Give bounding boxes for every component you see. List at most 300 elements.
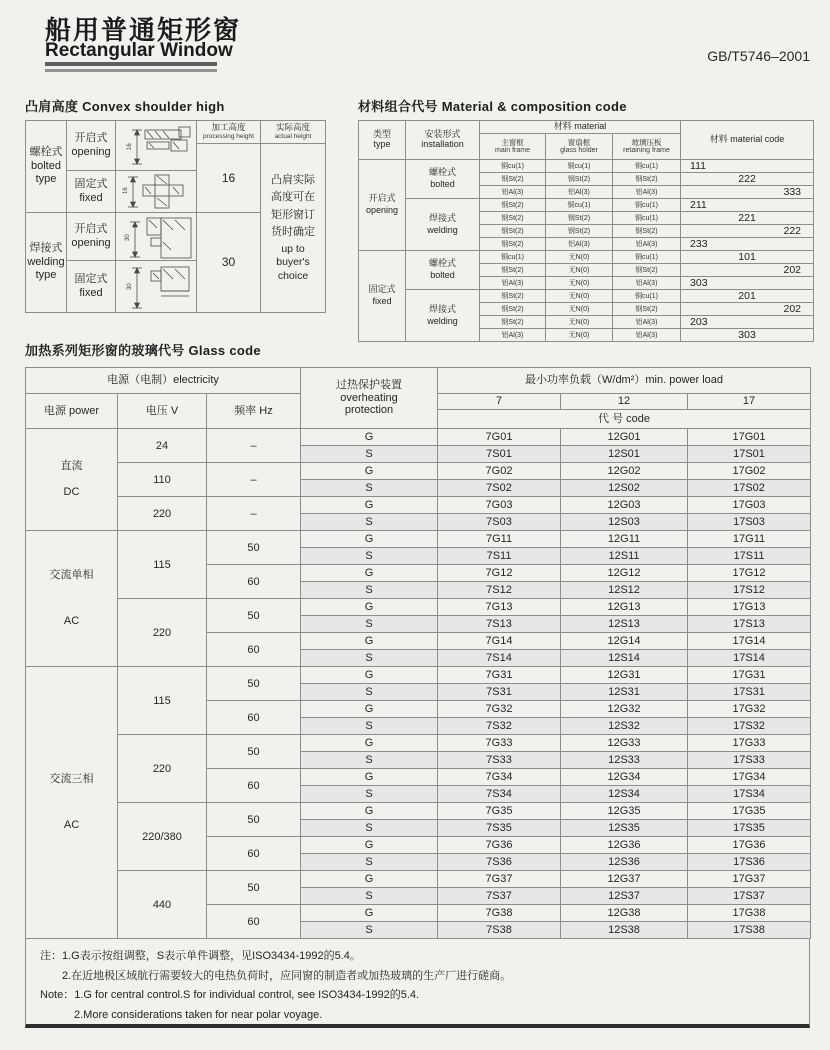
frequency-cell: 60 xyxy=(207,633,301,667)
header-cn: 加工高度 xyxy=(211,122,246,133)
glass-code-cell: 17S31 xyxy=(688,684,811,701)
protection-type-cell: S xyxy=(301,650,438,667)
glass-code-cell: 17S03 xyxy=(688,514,811,531)
processing-height-value: 16 xyxy=(197,144,261,213)
material-cell: 铜cu(1) xyxy=(480,160,546,173)
material-cell: 无N(0) xyxy=(546,290,613,303)
protection-type-cell: S xyxy=(301,582,438,599)
material-cell: 铝Al(3) xyxy=(613,186,681,199)
glass-code-cell: 12G14 xyxy=(561,633,688,650)
frequency-cell: 50 xyxy=(207,531,301,565)
open-mode-cell xyxy=(67,213,116,261)
glass-code-cell: 17S11 xyxy=(688,548,811,565)
header-cn: 实际高度 xyxy=(275,122,310,133)
glass-code-cell: 7G36 xyxy=(438,837,561,854)
type-label-suffix: type xyxy=(35,173,57,186)
glass-code-cell: 7S01 xyxy=(438,446,561,463)
type-header xyxy=(359,121,406,160)
protection-type-cell: S xyxy=(301,514,438,531)
header-en: actual height xyxy=(274,133,312,141)
protection-type-cell: S xyxy=(301,548,438,565)
diagram-cell xyxy=(116,213,197,261)
glass-code-cell: 7S14 xyxy=(438,650,561,667)
material-cell: 铜cu(1) xyxy=(613,290,681,303)
cross-section-diagram xyxy=(117,214,195,260)
frequency-cell: 50 xyxy=(207,667,301,701)
code-header: 代 号 code xyxy=(438,410,811,429)
frequency-cell: 60 xyxy=(207,701,301,735)
glass-code-cell: 17S38 xyxy=(688,922,811,939)
cross-section-diagram xyxy=(117,172,195,212)
installation-cell: 焊接式 welding xyxy=(406,199,480,251)
glass-code-cell: 12S11 xyxy=(561,548,688,565)
glass-code-cell: 7G31 xyxy=(438,667,561,684)
frequency-cell: 50 xyxy=(207,871,301,905)
glass-code-cell: 7S32 xyxy=(438,718,561,735)
power-header: 电源 power xyxy=(26,394,118,429)
glass-code-cell: 12G35 xyxy=(561,803,688,820)
material-cell: 钢St(2) xyxy=(480,225,546,238)
glass-code-cell: 12S32 xyxy=(561,718,688,735)
header-cn: 过热保护装置 xyxy=(336,379,403,392)
glass-code-cell: 17G13 xyxy=(688,599,811,616)
material-cell: 铝Al(3) xyxy=(546,186,613,199)
frequency-cell: – xyxy=(207,497,301,531)
glass-code-cell: 12G01 xyxy=(561,429,688,446)
type-label-cn: 螺栓式 xyxy=(29,145,63,158)
fixed-mode-cell xyxy=(67,261,116,313)
load-17-header: 17 xyxy=(688,394,811,410)
glass-code-cell: 12G31 xyxy=(561,667,688,684)
glass-code-cell: 17S32 xyxy=(688,718,811,735)
title-underline-bar xyxy=(45,69,217,72)
material-cell: 钢St(2) xyxy=(546,212,613,225)
convex-shoulder-table xyxy=(25,120,326,313)
material-cell: 铝Al(3) xyxy=(480,186,546,199)
protection-type-cell: G xyxy=(301,633,438,650)
protection-type-cell: G xyxy=(301,735,438,752)
mode-label-en: opening xyxy=(71,236,111,249)
page-title-chinese: 船用普通矩形窗 xyxy=(45,15,242,45)
header-en: protection xyxy=(344,404,394,417)
window-type-cell: 开启式 opening xyxy=(359,160,406,251)
glass-code-cell: 12G38 xyxy=(561,905,688,922)
material-cell: 钢St(2) xyxy=(480,212,546,225)
glass-code-cell: 17G36 xyxy=(688,837,811,854)
header-cn: 安装形式 xyxy=(424,129,461,140)
material-table-wrap xyxy=(358,120,814,342)
frequency-cell: 50 xyxy=(207,803,301,837)
frequency-cell: 60 xyxy=(207,565,301,599)
material-code-cell: 222 xyxy=(681,173,814,186)
material-cell: 钢St(2) xyxy=(480,199,546,212)
glass-code-cell: 17G12 xyxy=(688,565,811,582)
glass-code-cell: 12S38 xyxy=(561,922,688,939)
material-code-header: 材料 material code xyxy=(681,121,814,160)
power-type-cell: 交流单相 AC xyxy=(26,531,118,667)
actual-height-note xyxy=(261,144,326,313)
glass-code-cell: 17S12 xyxy=(688,582,811,599)
note-line-en-1: Note：1.G for central control.S for individual control, see ISO3434-1992的5.4. xyxy=(40,989,420,1002)
glass-code-cell: 12G13 xyxy=(561,599,688,616)
voltage-cell: 110 xyxy=(118,463,207,497)
protection-type-cell: G xyxy=(301,837,438,854)
material-code-cell: 233 xyxy=(681,238,814,251)
glass-code-cell: 17S13 xyxy=(688,616,811,633)
installation-cell: 螺栓式 bolted xyxy=(406,160,480,199)
material-cell: 铜cu(1) xyxy=(480,251,546,264)
frequency-cell: 50 xyxy=(207,599,301,633)
glass-code-cell: 7S33 xyxy=(438,752,561,769)
material-cell: 钢St(2) xyxy=(546,173,613,186)
frequency-cell: – xyxy=(207,429,301,463)
power-type-cell: 直流 DC xyxy=(26,429,118,531)
voltage-cell: 220 xyxy=(118,599,207,667)
material-code-cell: 111 xyxy=(681,160,814,173)
material-cell: 钢St(2) xyxy=(480,173,546,186)
glass-code-cell: 17G35 xyxy=(688,803,811,820)
protection-type-cell: G xyxy=(301,565,438,582)
glass-code-cell: 17G34 xyxy=(688,769,811,786)
glass-code-cell: 7S11 xyxy=(438,548,561,565)
glass-code-cell: 17S01 xyxy=(688,446,811,463)
material-cell: 钢St(2) xyxy=(546,225,613,238)
voltage-cell: 440 xyxy=(118,871,207,939)
protection-type-cell: G xyxy=(301,599,438,616)
material-cell: 无N(0) xyxy=(546,329,613,342)
material-code-cell: 221 xyxy=(681,212,814,225)
glass-code-cell: 7G33 xyxy=(438,735,561,752)
glass-code-cell: 7S03 xyxy=(438,514,561,531)
convex-shoulder-table-wrap xyxy=(25,120,326,313)
glass-code-cell: 12G36 xyxy=(561,837,688,854)
protection-type-cell: S xyxy=(301,446,438,463)
note-cn: 凸肩实际高度可在矩形窗订货时确定 xyxy=(271,174,315,238)
glass-code-cell: 12S12 xyxy=(561,582,688,599)
glass-code-cell: 12G34 xyxy=(561,769,688,786)
glass-code-cell: 12G32 xyxy=(561,701,688,718)
type-label-en: bolted xyxy=(31,159,61,172)
mode-label-en: fixed xyxy=(79,286,103,299)
material-code-cell: 211 xyxy=(681,199,814,212)
glass-code-cell: 7G35 xyxy=(438,803,561,820)
glass-code-cell: 12S02 xyxy=(561,480,688,497)
header-en: installation xyxy=(421,139,464,149)
protection-type-cell: S xyxy=(301,616,438,633)
protection-type-cell: G xyxy=(301,463,438,480)
main-frame-header xyxy=(480,134,546,160)
svg-text:30: 30 xyxy=(125,233,131,241)
min-power-load-header: 最小功率负载（W/dm²）min. power load xyxy=(438,368,811,394)
processing-height-header xyxy=(197,121,261,144)
glass-code-cell: 7S34 xyxy=(438,786,561,803)
header-cn: 玻璃压板 xyxy=(631,137,662,147)
protection-type-cell: G xyxy=(301,905,438,922)
actual-height-header xyxy=(261,121,326,144)
protection-type-cell: G xyxy=(301,667,438,684)
header-en: overheating xyxy=(340,391,398,404)
cross-section-diagram xyxy=(117,124,195,168)
material-cell: 钢St(2) xyxy=(613,225,681,238)
glass-code-cell: 7S12 xyxy=(438,582,561,599)
electricity-header: 电源（电制）electricity xyxy=(26,368,301,394)
material-code-cell: 201 xyxy=(681,290,814,303)
glass-code-cell: 17S37 xyxy=(688,888,811,905)
material-cell: 铝Al(3) xyxy=(546,238,613,251)
notes-box xyxy=(25,938,810,1028)
svg-text:16: 16 xyxy=(123,186,129,194)
material-cell: 铜cu(1) xyxy=(613,212,681,225)
glass-code-cell: 7S38 xyxy=(438,922,561,939)
window-type-cell: 固定式 fixed xyxy=(359,251,406,342)
glass-code-cell: 12S35 xyxy=(561,820,688,837)
convex-shoulder-section-title: 凸肩高度 Convex shoulder high xyxy=(25,99,225,114)
material-cell: 钢St(2) xyxy=(613,173,681,186)
material-cell: 钢St(2) xyxy=(480,238,546,251)
type-label-suffix: type xyxy=(35,269,57,282)
power-type-cell: 交流三相 AC xyxy=(26,667,118,939)
load-7-header: 7 xyxy=(438,394,561,410)
protection-type-cell: G xyxy=(301,701,438,718)
voltage-cell: 24 xyxy=(118,429,207,463)
glass-code-cell: 7G03 xyxy=(438,497,561,514)
material-cell: 无N(0) xyxy=(546,251,613,264)
material-code-cell: 202 xyxy=(681,303,814,316)
frequency-cell: 60 xyxy=(207,769,301,803)
material-cell: 钢St(2) xyxy=(613,303,681,316)
header-en: type xyxy=(373,139,391,149)
protection-type-cell: G xyxy=(301,871,438,888)
material-code-cell: 101 xyxy=(681,251,814,264)
header-en: glass holder xyxy=(560,146,598,154)
header-cn: 类型 xyxy=(372,129,391,140)
material-cell: 铝Al(3) xyxy=(613,329,681,342)
material-cell: 铝Al(3) xyxy=(480,277,546,290)
glass-code-cell: 7S37 xyxy=(438,888,561,905)
protection-type-cell: S xyxy=(301,684,438,701)
glass-code-cell: 12S03 xyxy=(561,514,688,531)
frequency-cell: 60 xyxy=(207,837,301,871)
window-type-cell xyxy=(26,121,67,213)
header-cn: 窗扇框 xyxy=(567,137,591,147)
glass-code-cell: 7G01 xyxy=(438,429,561,446)
voltage-cell: 220 xyxy=(118,735,207,803)
glass-code-cell: 17G38 xyxy=(688,905,811,922)
material-code-section-title: 材料组合代号 Material & composition code xyxy=(358,99,627,114)
glass-code-cell: 7G14 xyxy=(438,633,561,650)
glass-code-cell: 12S31 xyxy=(561,684,688,701)
protection-type-cell: G xyxy=(301,803,438,820)
material-code-cell: 303 xyxy=(681,329,814,342)
mode-label-en: fixed xyxy=(79,191,103,204)
diagram-cell xyxy=(116,121,197,171)
glass-code-cell: 7G32 xyxy=(438,701,561,718)
glass-code-cell: 12G11 xyxy=(561,531,688,548)
material-cell: 无N(0) xyxy=(546,316,613,329)
glass-code-cell: 7S35 xyxy=(438,820,561,837)
glass-code-cell: 17S14 xyxy=(688,650,811,667)
protection-type-cell: G xyxy=(301,497,438,514)
header-en: retaining frame xyxy=(623,146,670,154)
glass-code-cell: 17G03 xyxy=(688,497,811,514)
glass-code-cell: 12S33 xyxy=(561,752,688,769)
glass-code-cell: 12S14 xyxy=(561,650,688,667)
glass-code-cell: 17S33 xyxy=(688,752,811,769)
glass-code-cell: 17S36 xyxy=(688,854,811,871)
glass-code-cell: 17S02 xyxy=(688,480,811,497)
processing-height-value: 30 xyxy=(197,213,261,313)
glass-code-cell: 7S31 xyxy=(438,684,561,701)
title-underline-bar xyxy=(45,62,217,66)
voltage-cell: 220/380 xyxy=(118,803,207,871)
glass-code-cell: 7S13 xyxy=(438,616,561,633)
protection-type-cell: S xyxy=(301,718,438,735)
installation-header xyxy=(406,121,480,160)
glass-code-table xyxy=(25,367,811,939)
header-cn: 主窗框 xyxy=(501,137,524,147)
material-cell: 钢St(2) xyxy=(480,290,546,303)
frequency-cell: 60 xyxy=(207,905,301,939)
glass-code-cell: 12G02 xyxy=(561,463,688,480)
header-en: main frame xyxy=(494,146,530,154)
glass-code-cell: 17S35 xyxy=(688,820,811,837)
mode-label-cn: 开启式 xyxy=(74,222,108,235)
standard-number: GB/T5746–2001 xyxy=(707,48,810,64)
note-line-cn-2: 2.在近地极区域航行需要较大的电热负荷时，应同窗的制造者或加热玻璃的生产厂进行磋商。 xyxy=(62,969,512,982)
frequency-cell: – xyxy=(207,463,301,497)
glass-code-cell: 17S34 xyxy=(688,786,811,803)
note-line-cn-1: 注：1.G表示按组调整，S表示单件调整，见ISO3434-1992的5.4。 xyxy=(40,950,361,962)
glass-code-cell: 7G37 xyxy=(438,871,561,888)
glass-code-cell: 7G34 xyxy=(438,769,561,786)
protection-type-cell: S xyxy=(301,480,438,497)
glass-code-cell: 12G37 xyxy=(561,871,688,888)
material-composition-table xyxy=(358,120,814,342)
protection-type-cell: G xyxy=(301,429,438,446)
type-label-cn: 焊接式 xyxy=(29,241,63,254)
type-label-en: welding xyxy=(27,255,65,268)
material-cell: 钢St(2) xyxy=(480,264,546,277)
window-type-cell xyxy=(26,213,67,313)
material-cell: 铝Al(3) xyxy=(480,329,546,342)
svg-text:30: 30 xyxy=(127,282,133,290)
material-code-cell: 222 xyxy=(681,225,814,238)
material-cell: 铝Al(3) xyxy=(613,238,681,251)
glass-code-cell: 12G33 xyxy=(561,735,688,752)
retaining-frame-header xyxy=(613,134,681,160)
glass-code-cell: 12S13 xyxy=(561,616,688,633)
glass-code-cell: 7G02 xyxy=(438,463,561,480)
glass-code-cell: 17G33 xyxy=(688,735,811,752)
glass-code-cell: 17G01 xyxy=(688,429,811,446)
glass-code-cell: 12S34 xyxy=(561,786,688,803)
glass-code-cell: 7G11 xyxy=(438,531,561,548)
glass-code-cell: 17G32 xyxy=(688,701,811,718)
diagram-cell xyxy=(116,261,197,313)
mode-label-cn: 固定式 xyxy=(74,272,108,285)
overheating-protection-header xyxy=(301,368,438,429)
glass-code-cell: 7S36 xyxy=(438,854,561,871)
frequency-header: 频率 Hz xyxy=(207,394,301,429)
material-cell: 无N(0) xyxy=(546,303,613,316)
note-line-en-2: 2.More considerations taken for near polar voyage. xyxy=(74,1008,323,1021)
protection-type-cell: S xyxy=(301,820,438,837)
frequency-cell: 50 xyxy=(207,735,301,769)
header-en: processing height xyxy=(203,133,254,141)
glass-code-cell: 12S01 xyxy=(561,446,688,463)
mode-label-cn: 开启式 xyxy=(74,131,108,144)
load-12-header: 12 xyxy=(561,394,688,410)
title-underline xyxy=(45,62,217,72)
material-cell: 铜cu(1) xyxy=(546,199,613,212)
material-cell: 无N(0) xyxy=(546,264,613,277)
glass-code-cell: 17G02 xyxy=(688,463,811,480)
voltage-cell: 220 xyxy=(118,497,207,531)
material-code-cell: 303 xyxy=(681,277,814,290)
material-cell: 钢St(2) xyxy=(613,264,681,277)
cross-section-diagram xyxy=(117,262,195,312)
material-cell: 铜cu(1) xyxy=(613,160,681,173)
material-header: 材料 material xyxy=(480,121,681,134)
glass-code-cell: 17G37 xyxy=(688,871,811,888)
mode-label-cn: 固定式 xyxy=(74,177,108,190)
protection-type-cell: S xyxy=(301,888,438,905)
material-cell: 铜cu(1) xyxy=(613,199,681,212)
glass-code-cell: 12G03 xyxy=(561,497,688,514)
glass-holder-header xyxy=(546,134,613,160)
protection-type-cell: S xyxy=(301,854,438,871)
diagram-cell xyxy=(116,171,197,213)
material-code-cell: 202 xyxy=(681,264,814,277)
voltage-header: 电压 V xyxy=(118,394,207,429)
material-cell: 无N(0) xyxy=(546,277,613,290)
material-cell: 钢St(2) xyxy=(480,316,546,329)
glass-code-cell: 7S02 xyxy=(438,480,561,497)
protection-type-cell: S xyxy=(301,752,438,769)
mode-label-en: opening xyxy=(71,145,111,158)
svg-text:16: 16 xyxy=(127,142,133,150)
material-cell: 铜cu(1) xyxy=(546,160,613,173)
glass-code-section-title: 加热系列矩形窗的玻璃代号 Glass code xyxy=(25,343,261,358)
glass-code-cell: 17G14 xyxy=(688,633,811,650)
material-cell: 铝Al(3) xyxy=(613,277,681,290)
open-mode-cell xyxy=(67,121,116,171)
fixed-mode-cell xyxy=(67,171,116,213)
material-cell: 铝Al(3) xyxy=(613,316,681,329)
protection-type-cell: G xyxy=(301,769,438,786)
protection-type-cell: S xyxy=(301,922,438,939)
note-en: up to buyer's choice xyxy=(276,242,310,282)
voltage-cell: 115 xyxy=(118,667,207,735)
glass-code-cell: 17G31 xyxy=(688,667,811,684)
protection-type-cell: G xyxy=(301,531,438,548)
glass-table-wrap xyxy=(25,367,811,939)
material-code-cell: 333 xyxy=(681,186,814,199)
material-code-cell: 203 xyxy=(681,316,814,329)
material-cell: 铜cu(1) xyxy=(613,251,681,264)
glass-code-cell: 12S37 xyxy=(561,888,688,905)
glass-code-cell: 7G13 xyxy=(438,599,561,616)
material-cell: 钢St(2) xyxy=(480,303,546,316)
glass-code-cell: 12S36 xyxy=(561,854,688,871)
protection-type-cell: S xyxy=(301,786,438,803)
page-title-english: Rectangular Window xyxy=(45,40,233,61)
installation-cell: 焊接式 welding xyxy=(406,290,480,342)
glass-code-cell: 17G11 xyxy=(688,531,811,548)
installation-cell: 螺栓式 bolted xyxy=(406,251,480,290)
voltage-cell: 115 xyxy=(118,531,207,599)
glass-code-cell: 7G38 xyxy=(438,905,561,922)
